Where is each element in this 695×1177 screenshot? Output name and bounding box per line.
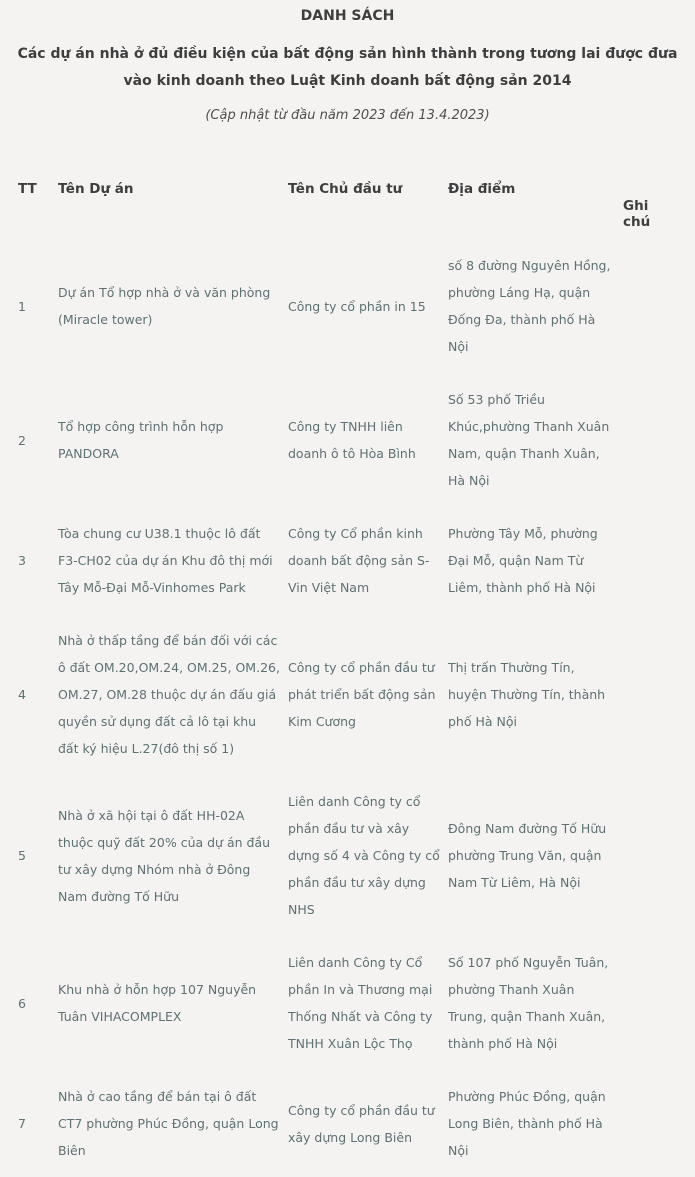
cell-ten-du-an: Tổ hợp công trình hỗn hợp PANDORA [58,419,224,461]
cell-tt: 3 [18,553,26,568]
cell-ten-du-an: Khu nhà ở hỗn hợp 107 Nguyễn Tuân VIHACOMPLEX [58,982,257,1024]
cell-ten-chu-dau-tu: Công ty Cổ phần kinh doanh bất động sản S-Vin Việt Nam [288,526,430,595]
cell-ten-du-an: Nhà ở thấp tầng để bán đối với các ô đất OM.20,OM.24, OM.25, OM.26, OM.27, OM.28 thuộc dự án đấu giá quyền sử dụng đất cả lô tại khu đất ký hiệu L.27(đô thị số 1) [58,633,280,756]
column-header-ten-chu-dau-tu: Tên Chủ đầu tư [288,181,403,197]
cell-dia-diem: số 8 đường Nguyên Hồng, phường Láng Hạ, quận Đống Đa, thành phố Hà Nội [448,258,611,354]
cell-ghi-chu [623,239,672,373]
update-note: (Cập nhật từ đầu năm 2023 đến 13.4.2023) [205,108,490,123]
cell-tt: 2 [18,432,26,448]
cell-ghi-chu [623,507,672,614]
cell-ten-du-an: Nhà ở cao tầng để bán tại ô đất CT7 phường Phúc Đồng, quận Long Biên [58,1089,279,1158]
table-row [18,775,672,936]
cell-ten-du-an: Nhà ở xã hội tại ô đất HH-02A thuộc quỹ đất 20% của dự án đầu tư xây dựng Nhóm nhà ở Đông Nam đường Tố Hữu [58,807,271,904]
column-header-tt: TT [18,181,37,197]
table-header-row [18,181,672,239]
cell-dia-diem: Đông Nam đường Tố Hữu phường Trung Văn, quận Nam Từ Liêm, Hà Nội [448,821,607,890]
table-row [18,936,672,1070]
cell-tt: 7 [18,1116,26,1131]
cell-tt: 4 [18,687,26,702]
cell-dia-diem: Phường Phúc Đồng, quận Long Biên, thành phố Hà Nội [448,1089,606,1158]
page-subtitle: Các dự án nhà ở đủ điều kiện của bất động sản hình thành trong tương lai được đưa vào kinh doanh theo Luật Kinh doanh bất động sản 2014 [17,46,678,89]
document-header [0,0,695,123]
table-row [18,373,672,507]
cell-ghi-chu [623,936,672,1070]
cell-tt: 6 [18,995,26,1011]
cell-ghi-chu [623,775,672,936]
column-header-dia-diem: Địa điểm [448,181,516,197]
cell-ten-du-an: Tòa chung cư U38.1 thuộc lô đất F3-CH02 của dự án Khu đô thị mới Tây Mỗ-Đại Mỗ-Vinhomes Park [58,526,273,595]
cell-ghi-chu [623,614,672,775]
cell-dia-diem: Phường Tây Mỗ, phường Đại Mỗ, quận Nam Từ Liêm, thành phố Hà Nội [448,526,598,595]
table-row [18,507,672,614]
cell-dia-diem: Số 53 phố Triều Khúc,phường Thanh Xuân Nam, quận Thanh Xuân, Hà Nội [448,392,610,488]
cell-dia-diem: Số 107 phố Nguyễn Tuân, phường Thanh Xuân Trung, quận Thanh Xuân, thành phố Hà Nội [448,955,609,1051]
cell-ghi-chu [623,373,672,507]
cell-dia-diem: Thị trấn Thường Tín, huyện Thường Tín, thành phố Hà Nội [448,660,606,729]
column-header-ten-du-an: Tên Dự án [58,181,134,197]
table-row [18,1070,672,1177]
cell-ten-du-an: Dự án Tổ hợp nhà ở và văn phòng (Miracle tower) [58,285,271,327]
cell-tt: 5 [18,848,26,863]
table-row [18,239,672,373]
cell-tt: 1 [18,298,26,314]
cell-ten-chu-dau-tu: Công ty cổ phần in 15 [288,298,426,314]
cell-ten-chu-dau-tu: Công ty cổ phần đầu tư xây dựng Long Biên [288,1102,435,1145]
cell-ten-chu-dau-tu: Công ty cổ phần đầu tư phát triển bất động sản Kim Cương [288,660,436,729]
column-header-ghi-chu: Ghi chú [623,198,651,230]
page-title: DANH SÁCH [300,8,395,24]
cell-ten-chu-dau-tu: Liên danh Công ty cổ phần đầu tư và xây dựng số 4 và Công ty cổ phần đầu tư xây dựng NHS [288,794,440,917]
cell-ten-chu-dau-tu: Liên danh Công ty Cổ phần In và Thương mại Thống Nhất và Công ty TNHH Xuân Lộc Thọ [288,955,433,1051]
table-body [18,239,672,1177]
cell-ten-chu-dau-tu: Công ty TNHH liên doanh ô tô Hòa Bình [288,419,416,461]
table-row [18,614,672,775]
cell-ghi-chu [623,1070,672,1177]
projects-table [18,181,672,1177]
